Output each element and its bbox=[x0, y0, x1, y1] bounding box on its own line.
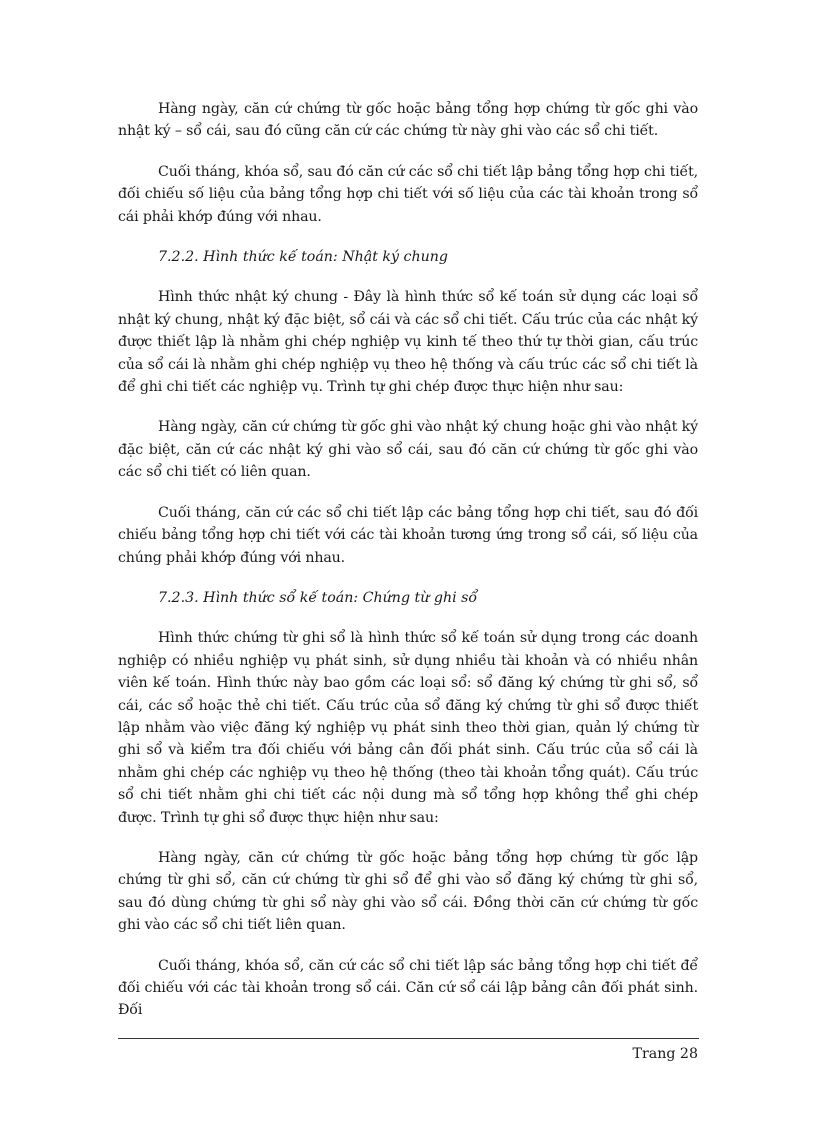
paragraph: Hàng ngày, căn cứ chứng từ gốc hoặc bảng tổng hợp chứng từ gốc ghi vào nhật ký – sổ cái, sau đó cũng căn cứ các chứng từ này ghi vào các sổ chi tiết. bbox=[118, 101, 698, 140]
paragraph: Cuối tháng, căn cứ các sổ chi tiết lập các bảng tổng hợp chi tiết, sau đó đối chiếu bảng tổng hợp chi tiết với các tài khoản tương ứng trong sổ cái, số liệu của chúng phải khớp đúng với nhau. bbox=[118, 504, 698, 566]
paragraph: Cuối tháng, khóa sổ, căn cứ các sổ chi tiết lập sác bảng tổng hợp chi tiết để đối chiếu với các tài khoản trong sổ cái. Căn cứ sổ cái lập bảng cân đối phát sinh. Đối bbox=[118, 957, 698, 1019]
paragraph: Hàng ngày, căn cứ chứng từ gốc ghi vào nhật ký chung hoặc ghi vào nhật ký đặc biệt, căn cứ các nhật ký ghi vào sổ cái, sau đó căn cứ chứng từ gốc ghi vào các sổ chi tiết có liên quan. bbox=[118, 419, 698, 481]
section-heading-7-2-2: 7.2.2. Hình thức kế toán: Nhật ký chung bbox=[158, 249, 448, 266]
page-number: Trang 28 bbox=[632, 1046, 698, 1062]
paragraph: Hàng ngày, căn cứ chứng từ gốc hoặc bảng tổng hợp chứng từ gốc lập chứng từ ghi sổ, căn cứ chứng từ ghi sổ để ghi vào sổ đăng ký chứng từ ghi sổ, sau đó dùng chứng từ ghi sổ này ghi vào sổ cái. Đồng thời căn cứ chứng từ gốc ghi vào các sổ chi tiết liên quan. bbox=[118, 849, 698, 934]
document-body bbox=[118, 98, 698, 1040]
paragraph: Hình thức nhật ký chung - Đây là hình thức sổ kế toán sử dụng các loại sổ nhật ký chung, nhật ký đặc biệt, sổ cái và các sổ chi tiết. Cấu trúc của các nhật ký được thiết lập là nhằm ghi chép nghiệp vụ kinh tế theo thứ tự thời gian, cấu trúc của sổ cái là nhằm ghi chép nghiệp vụ theo hệ thống và cấu trúc các sổ chi tiết là để ghi chi tiết các nghiệp vụ. Trình tự ghi chép được thực hiện như sau: bbox=[118, 289, 698, 396]
paragraph: Cuối tháng, khóa sổ, sau đó căn cứ các sổ chi tiết lập bảng tổng hợp chi tiết, đối chiếu số liệu của bảng tổng hợp chi tiết với số liệu của các tài khoản trong sổ cái phải khớp đúng với nhau. bbox=[118, 163, 698, 225]
paragraph: Hình thức chứng từ ghi sổ là hình thức sổ kế toán sử dụng trong các doanh nghiệp có nhiều nghiệp vụ phát sinh, sử dụng nhiều tài khoản và có nhiều nhân viên kế toán. Hình thức này bao gồm các loại sổ: sổ đăng ký chứng từ ghi sổ, sổ cái, các sổ hoặc thẻ chi tiết. Cấu trúc của sổ đăng ký chứng từ ghi sổ được thiết lập nhằm vào việc đăng ký nghiệp vụ phát sinh theo thời gian, quản lý chứng từ ghi sổ và kiểm tra đối chiếu với bảng cân đối phát sinh. Cấu trúc của sổ cái là nhằm ghi chép các nghiệp vụ theo hệ thống (theo tài khoản tổng quát). Cấu trúc sổ chi tiết nhằm ghi chi tiết các nội dung mà sổ tổng hợp không thể ghi chép được. Trình tự ghi sổ được thực hiện như sau: bbox=[118, 630, 698, 826]
section-heading-7-2-3: 7.2.3. Hình thức sổ kế toán: Chứng từ ghi sổ bbox=[158, 589, 478, 606]
footer-divider bbox=[118, 1038, 699, 1039]
